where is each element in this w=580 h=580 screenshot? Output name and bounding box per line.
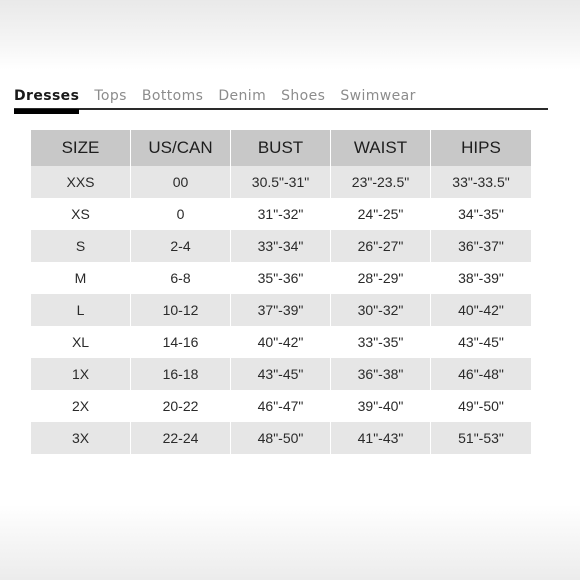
hips-cell: 51"-53"	[431, 422, 531, 454]
category-tabs	[14, 86, 548, 110]
size-cell: 1X	[31, 358, 131, 390]
waist-cell: 28"-29"	[331, 262, 431, 294]
size-cell: XS	[31, 198, 131, 230]
size-chart-table	[31, 130, 531, 454]
us-can-cell: 2-4	[131, 230, 231, 262]
table-row	[31, 166, 531, 198]
hips-cell: 43"-45"	[431, 326, 531, 358]
bust-cell: 46"-47"	[231, 390, 331, 422]
bust-cell: 37"-39"	[231, 294, 331, 326]
column-header-bust: BUST	[231, 130, 331, 166]
bust-cell: 35"-36"	[231, 262, 331, 294]
bust-cell: 33"-34"	[231, 230, 331, 262]
us-can-cell: 0	[131, 198, 231, 230]
waist-cell: 33"-35"	[331, 326, 431, 358]
table-row	[31, 422, 531, 454]
size-cell: XXS	[31, 166, 131, 198]
size-cell: 3X	[31, 422, 131, 454]
hips-cell: 36"-37"	[431, 230, 531, 262]
waist-cell: 30"-32"	[331, 294, 431, 326]
tab-denim[interactable]: Denim	[218, 88, 267, 104]
bust-cell: 31"-32"	[231, 198, 331, 230]
bust-cell: 48"-50"	[231, 422, 331, 454]
waist-cell: 39"-40"	[331, 390, 431, 422]
top-backdrop	[0, 0, 580, 70]
size-cell: XL	[31, 326, 131, 358]
tab-shoes[interactable]: Shoes	[281, 88, 326, 104]
us-can-cell: 22-24	[131, 422, 231, 454]
table-row	[31, 294, 531, 326]
column-header-waist: WAIST	[331, 130, 431, 166]
waist-cell: 24"-25"	[331, 198, 431, 230]
table-row	[31, 390, 531, 422]
table-row	[31, 198, 531, 230]
hips-cell: 33"-33.5"	[431, 166, 531, 198]
bust-cell: 43"-45"	[231, 358, 331, 390]
us-can-cell: 6-8	[131, 262, 231, 294]
waist-cell: 23"-23.5"	[331, 166, 431, 198]
hips-cell: 46"-48"	[431, 358, 531, 390]
tab-dresses[interactable]: Dresses	[14, 88, 79, 108]
us-can-cell: 00	[131, 166, 231, 198]
table-header-row	[31, 130, 531, 166]
tab-swimwear[interactable]: Swimwear	[340, 88, 416, 104]
waist-cell: 26"-27"	[331, 230, 431, 262]
table-row	[31, 326, 531, 358]
table-row	[31, 230, 531, 262]
waist-cell: 41"-43"	[331, 422, 431, 454]
bottom-backdrop	[0, 505, 580, 580]
us-can-cell: 16-18	[131, 358, 231, 390]
hips-cell: 38"-39"	[431, 262, 531, 294]
size-cell: S	[31, 230, 131, 262]
tab-bottoms[interactable]: Bottoms	[141, 88, 204, 104]
table-row	[31, 358, 531, 390]
hips-cell: 40"-42"	[431, 294, 531, 326]
waist-cell: 36"-38"	[331, 358, 431, 390]
us-can-cell: 10-12	[131, 294, 231, 326]
hips-cell: 49"-50"	[431, 390, 531, 422]
bust-cell: 40"-42"	[231, 326, 331, 358]
tab-tops[interactable]: Tops	[94, 88, 127, 104]
bust-cell: 30.5"-31"	[231, 166, 331, 198]
size-cell: M	[31, 262, 131, 294]
us-can-cell: 14-16	[131, 326, 231, 358]
hips-cell: 34"-35"	[431, 198, 531, 230]
column-header-hips: HIPS	[431, 130, 531, 166]
size-cell: L	[31, 294, 131, 326]
size-cell: 2X	[31, 390, 131, 422]
column-header-us-can: US/CAN	[131, 130, 231, 166]
us-can-cell: 20-22	[131, 390, 231, 422]
column-header-size: SIZE	[31, 130, 131, 166]
table-row	[31, 262, 531, 294]
